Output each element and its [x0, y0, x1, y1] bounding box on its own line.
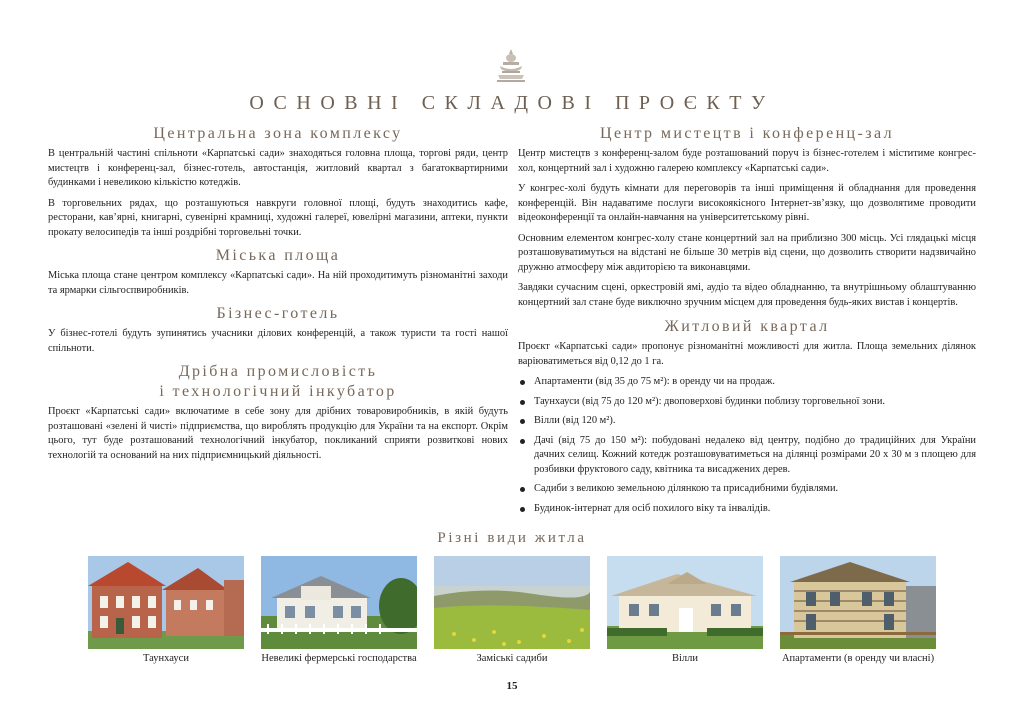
housing-types-list [518, 375, 976, 516]
left-column [48, 124, 508, 463]
business-hotel-paragraph: У бізнес-готелі будуть зупинятись учасники ділових конференцій, а також туристи та гості нашої спільноти. [48, 328, 508, 354]
list-item: Садиби з великою земельною ділянкою та присадибними будівлями. [518, 482, 976, 497]
central-zone-paragraph-1: В центральній частині спільноти «Карпатські сади» знаходяться головна площа, торгові ряди, центр мистецтв і конференц-зал, бізнес-готель, автостанція, житловий квартал з багатоквартирними будинками і невеликою кількістю котеджів. [48, 148, 508, 188]
bullet-icon [520, 487, 525, 492]
business-hotel-heading: Бізнес-готель [216, 305, 340, 322]
list-item: Будинок-інтернат для осіб похилого віку та інвалідів. [518, 502, 976, 517]
caption-apartments: Апартаменти (в оренду чи власні) [781, 653, 935, 664]
city-square-heading: Міська площа [215, 247, 341, 264]
arts-center-paragraph-2: У конгрес-холі будуть кімнати для переговорів та інші приміщення й обладнання для проведення конференцій. Він надаватиме послуги високоякісного Інтернет-зв’язку, що дозволятиме проводити відеоконференції та онлайн-навчання на університетському рівні. [518, 183, 976, 223]
arts-center-heading: Центр мистецтв і конференц-зал [600, 125, 894, 142]
bullet-icon [520, 507, 525, 512]
caption-townhouses: Таунхауси [143, 653, 189, 664]
villa-photo [607, 556, 763, 649]
page-number: 15 [506, 680, 518, 692]
page-title: ОСНОВНІ СКЛАДОВІ ПРОЄКТУ [249, 92, 775, 114]
apartments-photo [780, 556, 936, 649]
bullet-icon [520, 380, 525, 385]
emblem-logo [494, 48, 528, 84]
residential-heading: Житловий квартал [664, 318, 830, 335]
gallery-heading: Різні види житла [437, 530, 587, 546]
farm-house-photo [261, 556, 417, 649]
list-item: Дачі (від 75 до 150 м²): побудовані недалеко від центру, подібно до традиційних для України дачних селищ. Кожний котедж розташовуватиметься на ділянці розмірами 20 х 30 м з площею для розбивки фруктового саду, квітника та висаджених дерев. [518, 434, 976, 478]
right-column [518, 124, 976, 521]
list-item: Вілли (від 120 м²). [518, 414, 976, 429]
industry-paragraph: Проєкт «Карпатські сади» включатиме в себе зону для дрібних товаровиробників, в якій будуть розташовані «зелені й чисті» підприємства, що вироблять продукцію для України та на експорт. Окрім цього, тут буде розташований технологічний інкубатор, покликаний сприяти розвиткові нових технологій та оснований на них підприємницький діяльності. [48, 406, 508, 461]
city-square-paragraph: Міська площа стане центром комплексу «Карпатські сади». На ній проходитимуть різноманітні заходи та ярмарки сільгоспвиробників. [48, 270, 508, 296]
central-zone-heading: Центральна зона комплексу [153, 125, 403, 142]
arts-center-paragraph-1: Центр мистецтв з конференц-залом буде розташований поруч із бізнес-готелем і міститиме конгрес-хол, концертний зал і художню галерею комплексу «Карпатські сади». [518, 148, 976, 174]
list-item: Апартаменти (від 35 до 75 м²): в оренду чи на продаж. [518, 375, 976, 390]
bullet-icon [520, 439, 525, 444]
industry-heading-line-2: і технологічний інкубатор [159, 383, 397, 400]
list-item: Таунхауси (від 75 до 120 м²): двоповерхові будинки поблизу торговельної зони. [518, 395, 976, 410]
caption-villas: Вілли [671, 653, 699, 664]
industry-heading [48, 362, 508, 402]
caption-farms: Невеликі фермерські господарства [261, 653, 417, 664]
caption-country-estates: Заміські садиби [476, 653, 548, 664]
bullet-icon [520, 400, 525, 405]
arts-center-paragraph-4: Завдяки сучасним сцені, оркестровій ямі, аудіо та відео обладнанню, та внутрішньому облаштуванню концертний зал стане буде виключно зручним місцем для проведення будь-яких вистав і концертів. [518, 282, 976, 308]
countryside-photo [434, 556, 590, 649]
townhouses-photo [88, 556, 244, 649]
industry-heading-line-1: Дрібна промисловість [178, 363, 378, 380]
residential-paragraph: Проєкт «Карпатські сади» пропонує різноманітні можливості для житла. Площа земельних ділянок варіюватиметься від 0,12 до 1 га. [518, 341, 976, 367]
bullet-icon [520, 419, 525, 424]
central-zone-paragraph-2: В торговельних рядах, що розташуються навкруги головної площі, будуть знаходитись кафе, ресторани, кав’ярні, книгарні, сувенірні крамниці, художні галереї, ювелірні магазини, аптеки, пункти прокату велосипедів та інші роздрібні торговельні точки. [48, 197, 508, 238]
arts-center-paragraph-3: Основним елементом конгрес-холу стане концертний зал на приблизно 300 місць. Усі глядацькі місця розташовуватимуться на відстані не більше 30 метрів від сцени, що дозволить створити надзвичайно дружню атмосферу між авдиторією та виконавцями. [518, 232, 976, 273]
